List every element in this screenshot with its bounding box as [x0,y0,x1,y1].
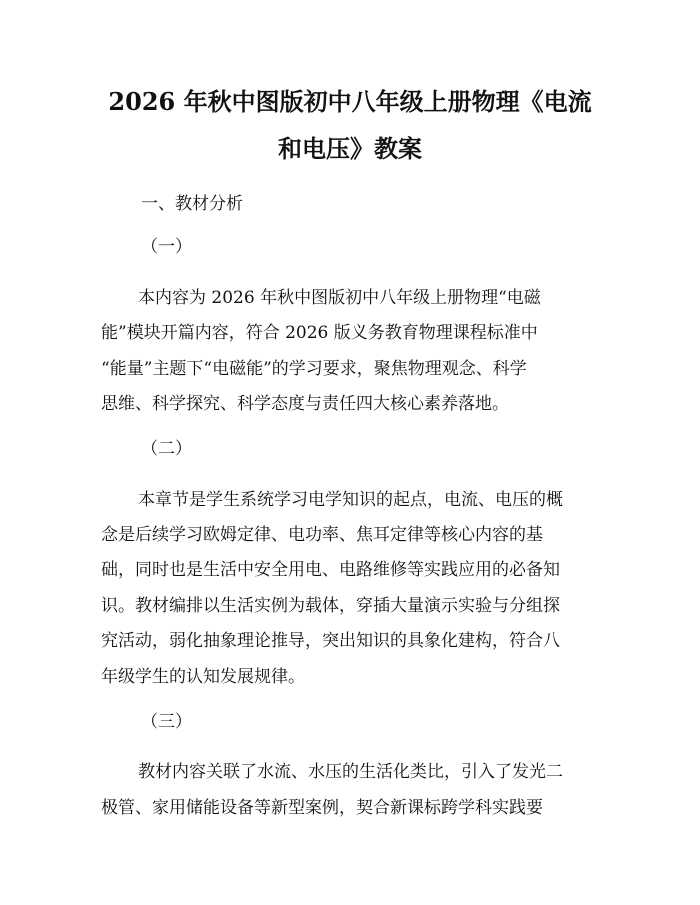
document-title-line-2: 和电压》教案 [278,134,422,163]
section-heading: 一、教材分析 [141,194,243,214]
paragraph-2-line-1: 本章节是学生系统学习电学知识的起点，电流、电压的概 [138,490,563,510]
paragraph-1-line-2: 能”模块开篇内容，符合 2026 版义务教育物理课程标准中 [101,323,538,343]
paragraph-1-line-1: 本内容为 2026 年秋中图版初中八年级上册物理“电磁 [138,288,541,308]
paragraph-2-line-4: 识。教材编排以生活实例为载体，穿插大量演示实验与分组探 [101,596,560,616]
subsection-label-2: （二） [141,439,192,459]
subsection-label-3: （三） [141,712,192,732]
paragraph-2-line-6: 年级学生的认知发展规律。 [101,667,305,687]
subsection-label-1: （一） [141,237,192,257]
paragraph-1-line-4: 思维、科学探究、科学态度与责任四大核心素养落地。 [101,394,509,414]
paragraph-2-line-2: 念是后续学习欧姆定律、电功率、焦耳定律等核心内容的基 [101,525,543,545]
document-title-line-1: 2026 年秋中图版初中八年级上册物理《电流 [108,87,592,116]
paragraph-2-line-3: 础，同时也是生活中安全用电、电路维修等实践应用的必备知 [101,560,560,580]
paragraph-3-line-1: 教材内容关联了水流、水压的生活化类比，引入了发光二 [138,762,563,782]
paragraph-1-line-3: “能量”主题下“电磁能”的学习要求，聚焦物理观念、科学 [101,359,527,379]
paragraph-2-line-5: 究活动，弱化抽象理论推导，突出知识的具象化建构，符合八 [101,631,560,651]
paragraph-3-line-2: 极管、家用储能设备等新型案例，契合新课标跨学科实践要 [101,798,543,818]
